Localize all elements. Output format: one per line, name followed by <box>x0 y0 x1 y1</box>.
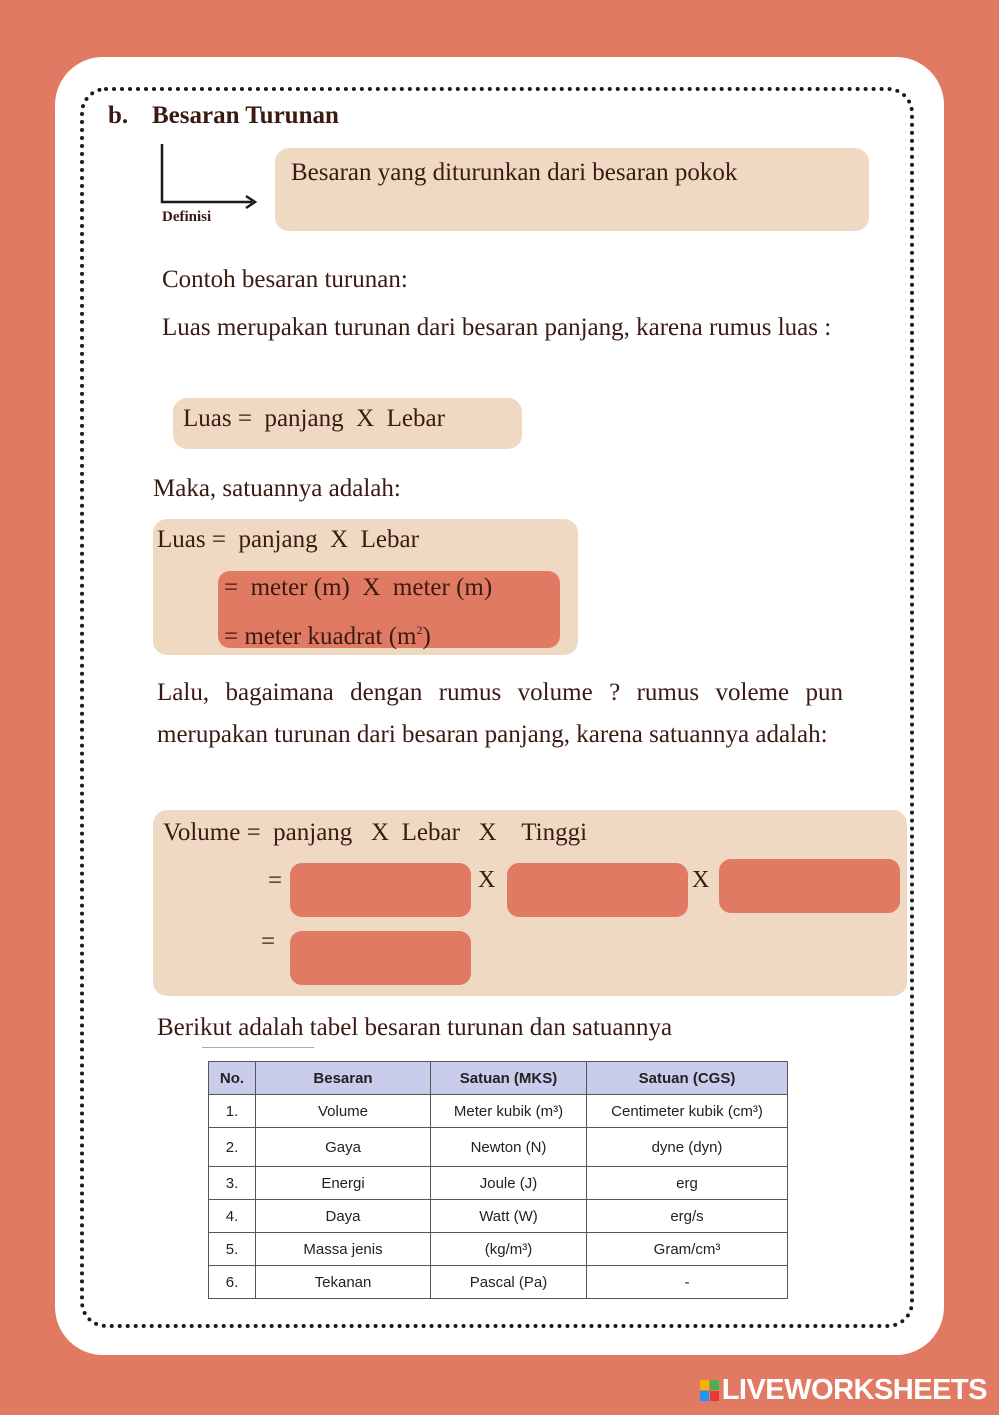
cell-no: 5. <box>209 1233 256 1266</box>
cell-quantity: Volume <box>256 1095 431 1128</box>
header-no: No. <box>209 1062 256 1095</box>
cell-no: 3. <box>209 1167 256 1200</box>
unit-exponent: 2 <box>416 623 423 637</box>
table-row <box>209 1266 788 1299</box>
units-table <box>208 1061 788 1299</box>
answer-input-2[interactable] <box>507 863 688 917</box>
definition-label: Definisi <box>162 209 212 225</box>
section-title: Besaran Turunan <box>152 102 339 129</box>
cell-quantity: Daya <box>256 1200 431 1233</box>
example-heading: Contoh besaran turunan: <box>162 266 408 293</box>
times-sign-2: X <box>692 867 710 893</box>
cell-mks: (kg/m³) <box>431 1233 587 1266</box>
cell-mks: Newton (N) <box>431 1128 587 1167</box>
answer-input-4[interactable] <box>290 931 471 985</box>
answer-input-1[interactable] <box>290 863 471 917</box>
brand-text: LIVEWORKSHEETS <box>721 1374 987 1406</box>
header-cgs: Satuan (CGS) <box>587 1062 788 1095</box>
volume-intro: Lalu, bagaimana dengan rumus volume ? rumus voleme pun merupakan turunan dari besaran panjang, karena satuannya adalah: <box>157 679 843 748</box>
volume-formula: Volume = panjang X Lebar X Tinggi <box>163 819 588 846</box>
table-row <box>209 1095 788 1128</box>
cell-cgs: erg/s <box>587 1200 788 1233</box>
volume-equals-2: = <box>261 928 276 955</box>
table-row <box>209 1128 788 1167</box>
cell-mks: Watt (W) <box>431 1200 587 1233</box>
volume-equals-1: = <box>268 867 283 894</box>
cell-quantity: Massa jenis <box>256 1233 431 1266</box>
table-row <box>209 1167 788 1200</box>
cell-no: 1. <box>209 1095 256 1128</box>
divider <box>202 1047 314 1048</box>
cell-no: 2. <box>209 1128 256 1167</box>
unit-line-2: = meter (m) X meter (m) <box>224 574 493 601</box>
table-header-row <box>209 1062 788 1095</box>
cell-quantity: Energi <box>256 1167 431 1200</box>
unit-line-3-suffix: ) <box>422 623 431 650</box>
liveworksheets-brand[interactable] <box>700 1374 987 1407</box>
table-row <box>209 1200 788 1233</box>
header-mks: Satuan (MKS) <box>431 1062 587 1095</box>
cell-no: 6. <box>209 1266 256 1299</box>
unit-line-3 <box>224 609 431 658</box>
cell-cgs: - <box>587 1266 788 1299</box>
cell-no: 4. <box>209 1200 256 1233</box>
unit-line-1: Luas = panjang X Lebar <box>157 526 419 553</box>
area-formula: Luas = panjang X Lebar <box>173 398 522 449</box>
times-sign-1: X <box>478 867 496 893</box>
unit-line-3-prefix: = meter kuadrat (m <box>224 623 417 650</box>
cell-mks: Meter kubik (m³) <box>431 1095 587 1128</box>
definition-box: Besaran yang diturunkan dari besaran pokok <box>275 148 869 231</box>
cell-cgs: Centimeter kubik (cm³) <box>587 1095 788 1128</box>
table-intro: Berikut adalah tabel besaran turunan dan satuannya <box>157 1014 673 1041</box>
unit-intro: Maka, satuannya adalah: <box>153 475 401 502</box>
cell-cgs: Gram/cm³ <box>587 1233 788 1266</box>
cell-mks: Joule (J) <box>431 1167 587 1200</box>
cell-mks: Pascal (Pa) <box>431 1266 587 1299</box>
cell-cgs: erg <box>587 1167 788 1200</box>
table-row <box>209 1233 788 1266</box>
definition-arrow-icon <box>158 142 260 210</box>
cell-quantity: Tekanan <box>256 1266 431 1299</box>
answer-input-3[interactable] <box>719 859 900 913</box>
section-marker: b. <box>108 102 129 129</box>
cell-cgs: dyne (dyn) <box>587 1128 788 1167</box>
header-quantity: Besaran <box>256 1062 431 1095</box>
example-intro: Luas merupakan turunan dari besaran panjang, karena rumus luas : <box>162 314 832 341</box>
liveworksheets-logo-icon <box>700 1380 720 1402</box>
cell-quantity: Gaya <box>256 1128 431 1167</box>
